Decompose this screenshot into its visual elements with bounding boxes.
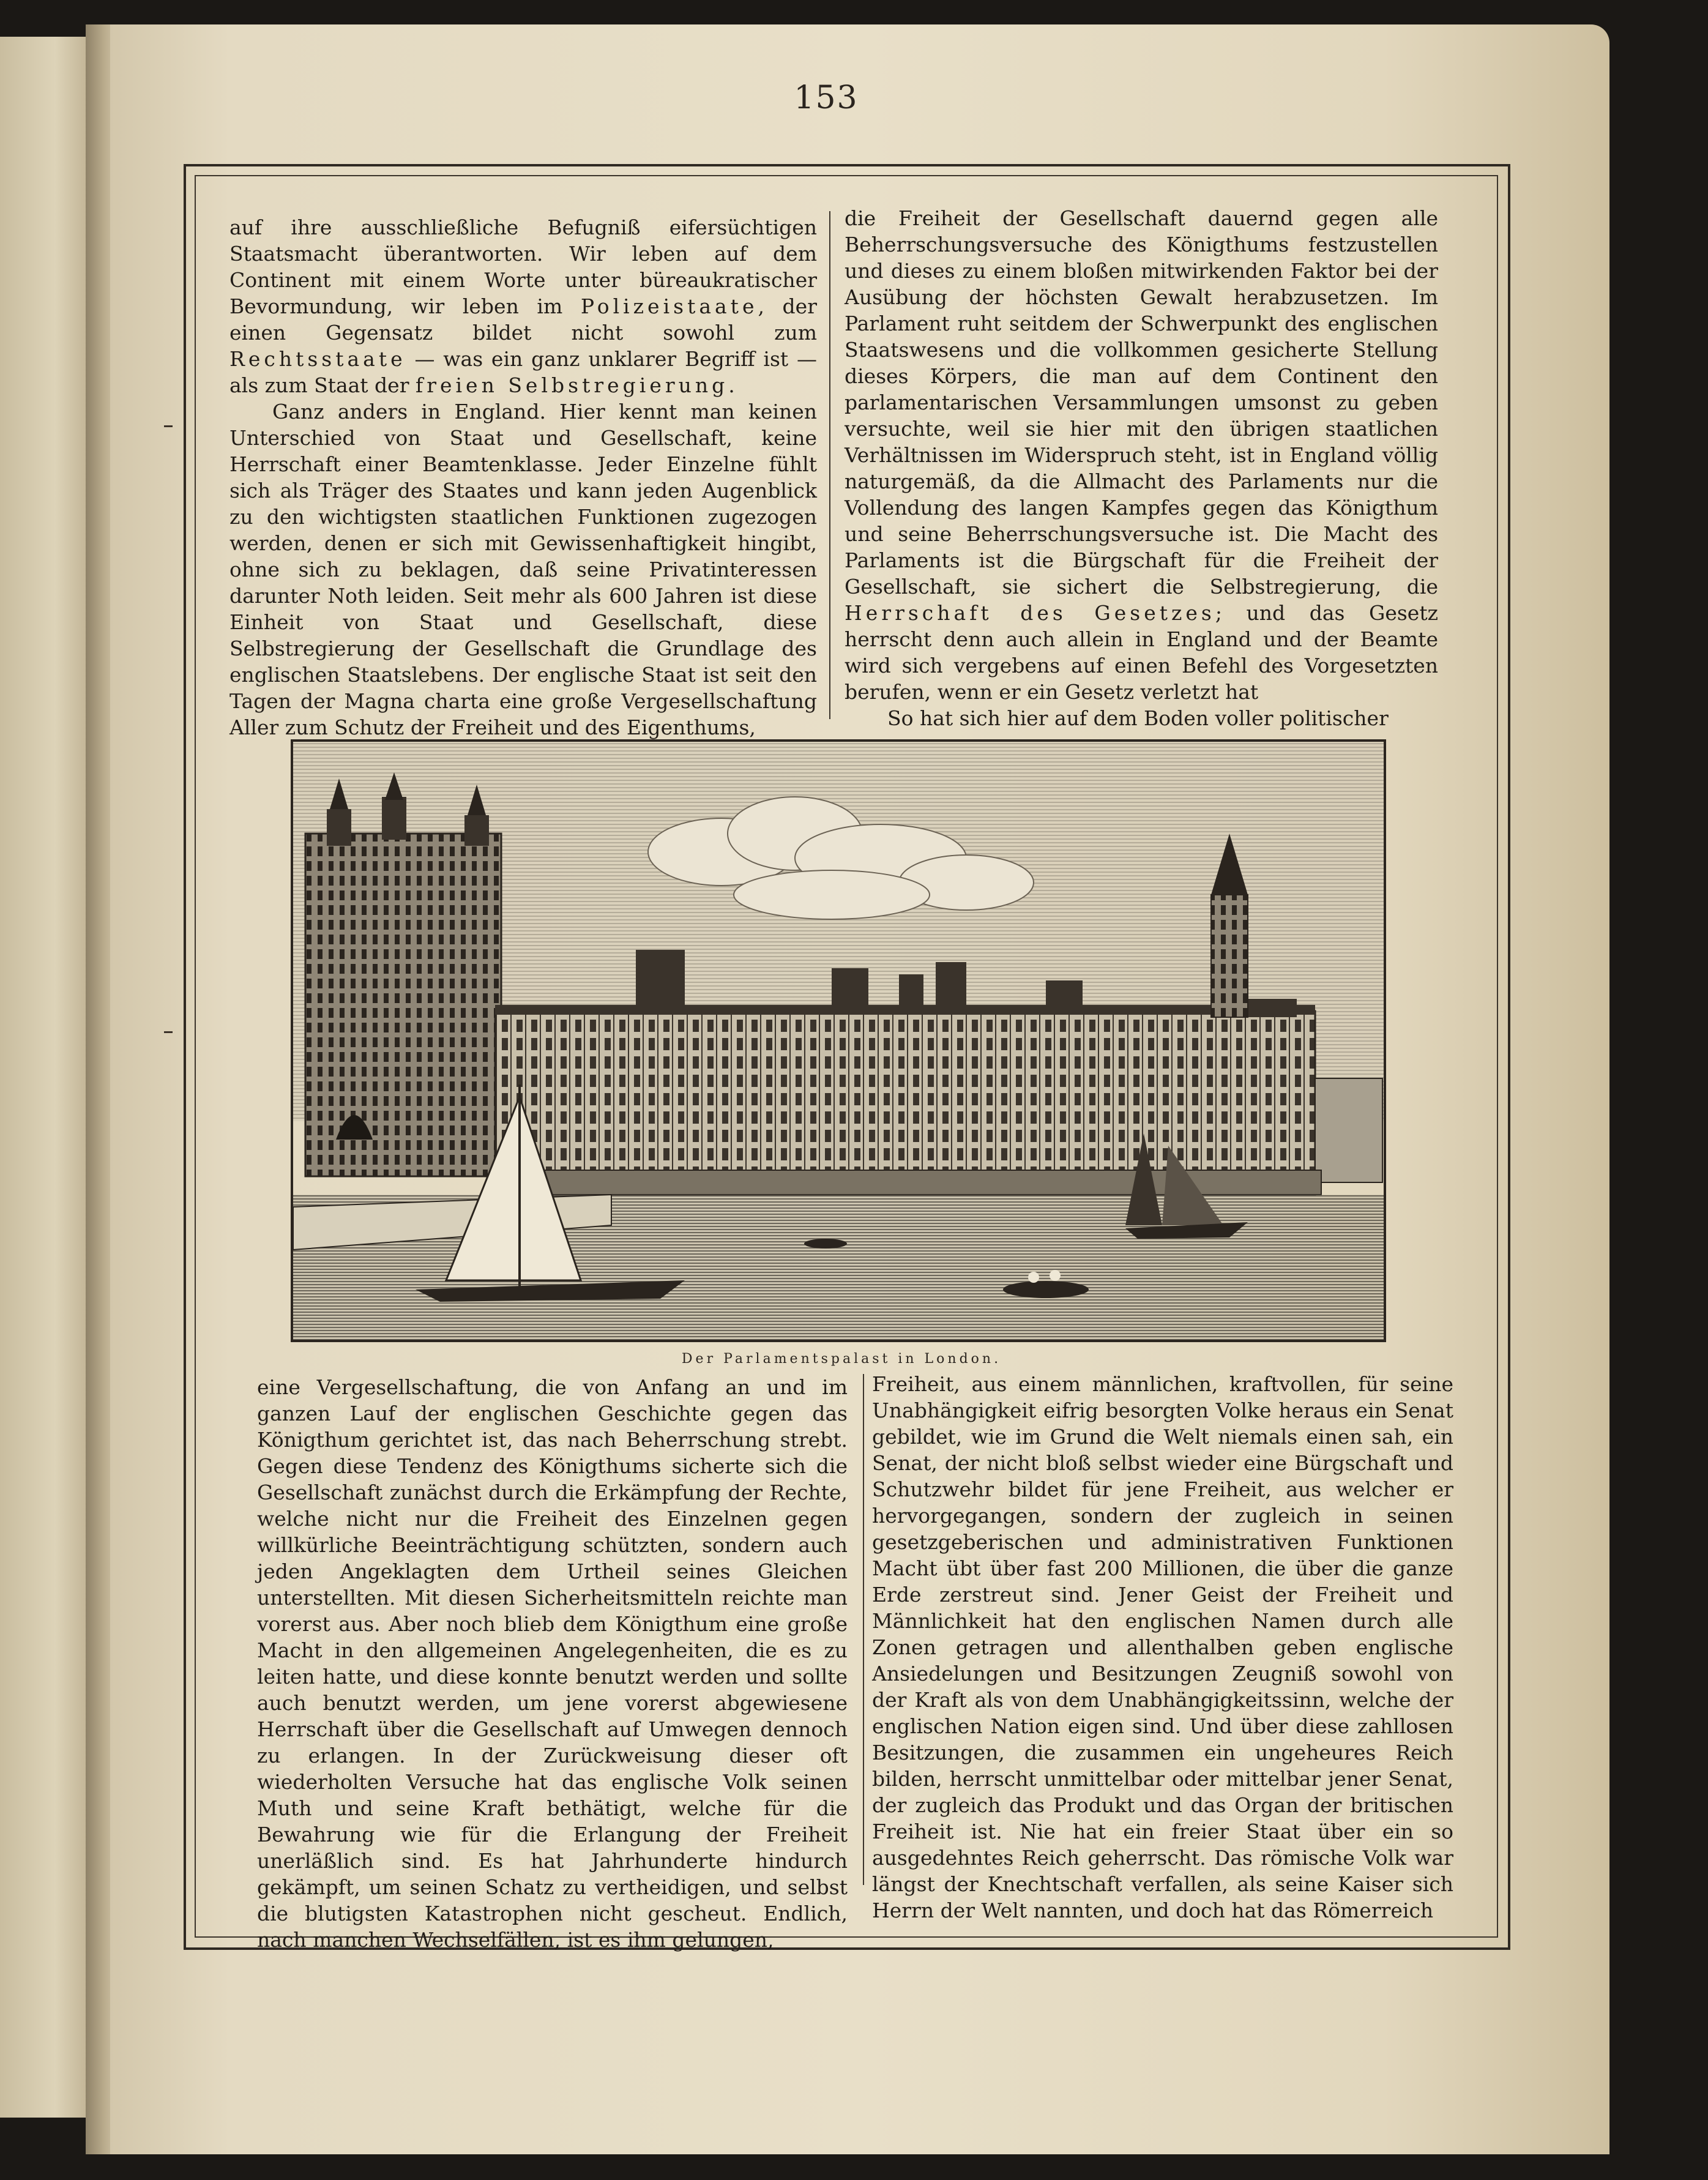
facing-page-edge bbox=[0, 37, 92, 2118]
column-rule-bottom bbox=[863, 1374, 864, 1885]
river-facade bbox=[495, 1011, 1315, 1195]
parliament-illustration bbox=[291, 739, 1386, 1342]
binding-stitch bbox=[164, 1031, 173, 1042]
emphasis-text: Rechtsstaate bbox=[229, 347, 406, 371]
text-run: die Freiheit der Gesellschaft dauernd gegen alle Beherrschungsversuche des Königthums festzustellen und dieses zu einem bloßen mitwirkenden Faktor bei der Ausübung der höchsten Gewalt herabzusetzen. Im Parlament ruht seitdem der Schwerpunkt des englischen Staatswesens und die vollkommen gesicherte Stellung dieses Körpers, die man auf dem Continent den parlamentarischen Versammlungen umsonst zu geben versuchte, weil sie hier mit den übrigen staatlichen Verhältnissen im Widerspruch steht, ist in England völlig naturgemäß, da die Allmacht des Parlaments nur die Vollendung des langen Kampfes gegen das Königthum und seine Beherrschungsversuche ist. Die Macht des Parlaments ist die Bürgschaft für die Freiheit der Gesellschaft, sie sichert die Selbstregierung, die bbox=[845, 206, 1438, 599]
paragraph: Freiheit, aus einem männlichen, kraftvollen, für seine Unabhängigkeit eifrig besorgten Volke heraus ein Senat gebildet, wie im Grund die Welt niemals einen sah, ein Senat, der nicht bloß selbst wieder eine Bürgschaft und Schutzwehr bildet für jene Freiheit, aus welcher er hervorgegangen, sondern der zugleich in seinen gesetzgeberischen und administrativen Funktionen Macht übt über fast 200 Millionen, die über die ganze Erde zerstreut sind. Jener Geist der Freiheit und Männlichkeit hat den englischen Namen durch alle Zonen getragen und allenthalben geben englische Ansiedelungen und Besitzungen Zeugniß sowohl von der Kraft als von dem Unabhängigkeitssinn, welche der englischen Nation eigen sind. Und über diese zahllosen Besitzungen, die zusammen ein ungeheures Reich bilden, herrscht unmittelbar oder mittelbar jener Senat, der zugleich das Produkt und das Organ der britischen Freiheit ist. Nie hat ein freier Staat über ein so ausgedehntes Reich geherrscht. Das römische Volk war längst der Knechtschaft verfallen, als seine Kaiser sich Herrn der Welt nannten, und doch hat das Römerreich bbox=[872, 1372, 1453, 1922]
emphasis-text: freien Selbstregierung bbox=[415, 373, 729, 397]
binding-stitch bbox=[164, 425, 173, 436]
paragraph bbox=[845, 205, 1438, 705]
text-run: ; und das Gesetz herrscht denn auch allein in England und der Beamte wird sich vergebens auf einen Befehl des Vorgesetzten berufen, wenn er ein Gesetz verletzt hat bbox=[845, 601, 1438, 704]
victoria-tower bbox=[305, 834, 501, 1176]
emphasis-text: Herrschaft des Gesetzes bbox=[845, 601, 1215, 625]
paragraph bbox=[229, 214, 817, 398]
text-run: — was ein ganz unklarer Begriff ist — als zum Staat der bbox=[229, 347, 817, 397]
paragraph: So hat sich hier auf dem Boden voller politischer bbox=[887, 706, 1389, 730]
text-run: auf ihre ausschließliche Befugniß eifersüchtigen Staatsmacht überantworten. Wir leben auf dem Continent mit einem Worte unter büreaukratischer Bevormundung, wir leben im bbox=[229, 215, 817, 318]
column-top-left bbox=[229, 214, 817, 741]
column-bottom-right bbox=[872, 1371, 1453, 1924]
paragraph: eine Vergesellschaftung, die von Anfang an und im ganzen Lauf der englischen Geschichte gegen das Königthum gerichtet ist, das nach Beherrschung strebt. Gegen diese Tendenz des Königthums sicherte sich die Gesellschaft zunächst durch die Erkämpfung der Rechte, welche nicht nur die Freiheit des Einzelnen gegen willkürliche Beeinträchtigung schützten, sondern auch jeden Angeklagten dem Urtheil seines Gleichen unterstellten. Mit diesen Sicherheitsmitteln reichte man vorerst aus. Aber noch blieb dem Königthum eine große Macht in den allgemeinen Angelegenheiten, die es zu leiten hatte, und diese konnte benutzt werden und sollte auch benutzt werden, um jene vorerst abgewiesene Herrschaft über die Gesellschaft auf Umwegen dennoch zu erlangen. In der Zurückweisung dieser oft wiederholten Versuche hat das englische Volk seinen Muth und seine Kraft bethätigt, welche für die Bewahrung wie für die Erlangung der Freiheit unerläßlich sind. Es hat Jahrhunderte hindurch gekämpft, um seinen Schatz zu vertheidigen, und selbst die blutigsten Katastrophen nicht gescheut. Endlich, nach manchen Wechselfällen, ist es ihm gelungen, bbox=[257, 1375, 848, 1952]
central-spire bbox=[1211, 895, 1248, 1017]
column-bottom-left bbox=[257, 1374, 848, 1953]
page-number: 153 bbox=[794, 80, 859, 116]
text-run: . bbox=[728, 373, 735, 397]
illustration-caption: Der Parlamentspalast in London. bbox=[681, 1351, 1002, 1367]
engraving bbox=[293, 742, 1384, 1340]
emphasis-text: Polizeistaate bbox=[580, 294, 758, 318]
paragraph: Ganz anders in England. Hier kennt man keinen Unterschied von Staat und Gesellschaft, keine Herrschaft einer Beamtenklasse. Jeder Einzelne fühlt sich als Träger des Staates und kann jeden Augenblick zu den wichtigsten staatlichen Funktionen zugezogen werden, denen er sich mit Gewissenhaftigkeit hingibt, ohne sich zu beklagen, daß seine Privatinteressen darunter Noth leiden. Seit mehr als 600 Jahren ist diese Einheit von Staat und Gesellschaft, diese Selbstregierung der Gesellschaft die Grundlage des englischen Staatslebens. Der englische Staat ist seit den Tagen der Magna charta eine große Vergesellschaftung Aller zum Schutz der Freiheit und des Eigenthums, bbox=[229, 400, 817, 739]
text-run: , der einen Gegensatz bildet nicht sowohl zum bbox=[229, 294, 817, 345]
column-top-right bbox=[845, 205, 1438, 731]
column-rule-top bbox=[829, 211, 830, 719]
